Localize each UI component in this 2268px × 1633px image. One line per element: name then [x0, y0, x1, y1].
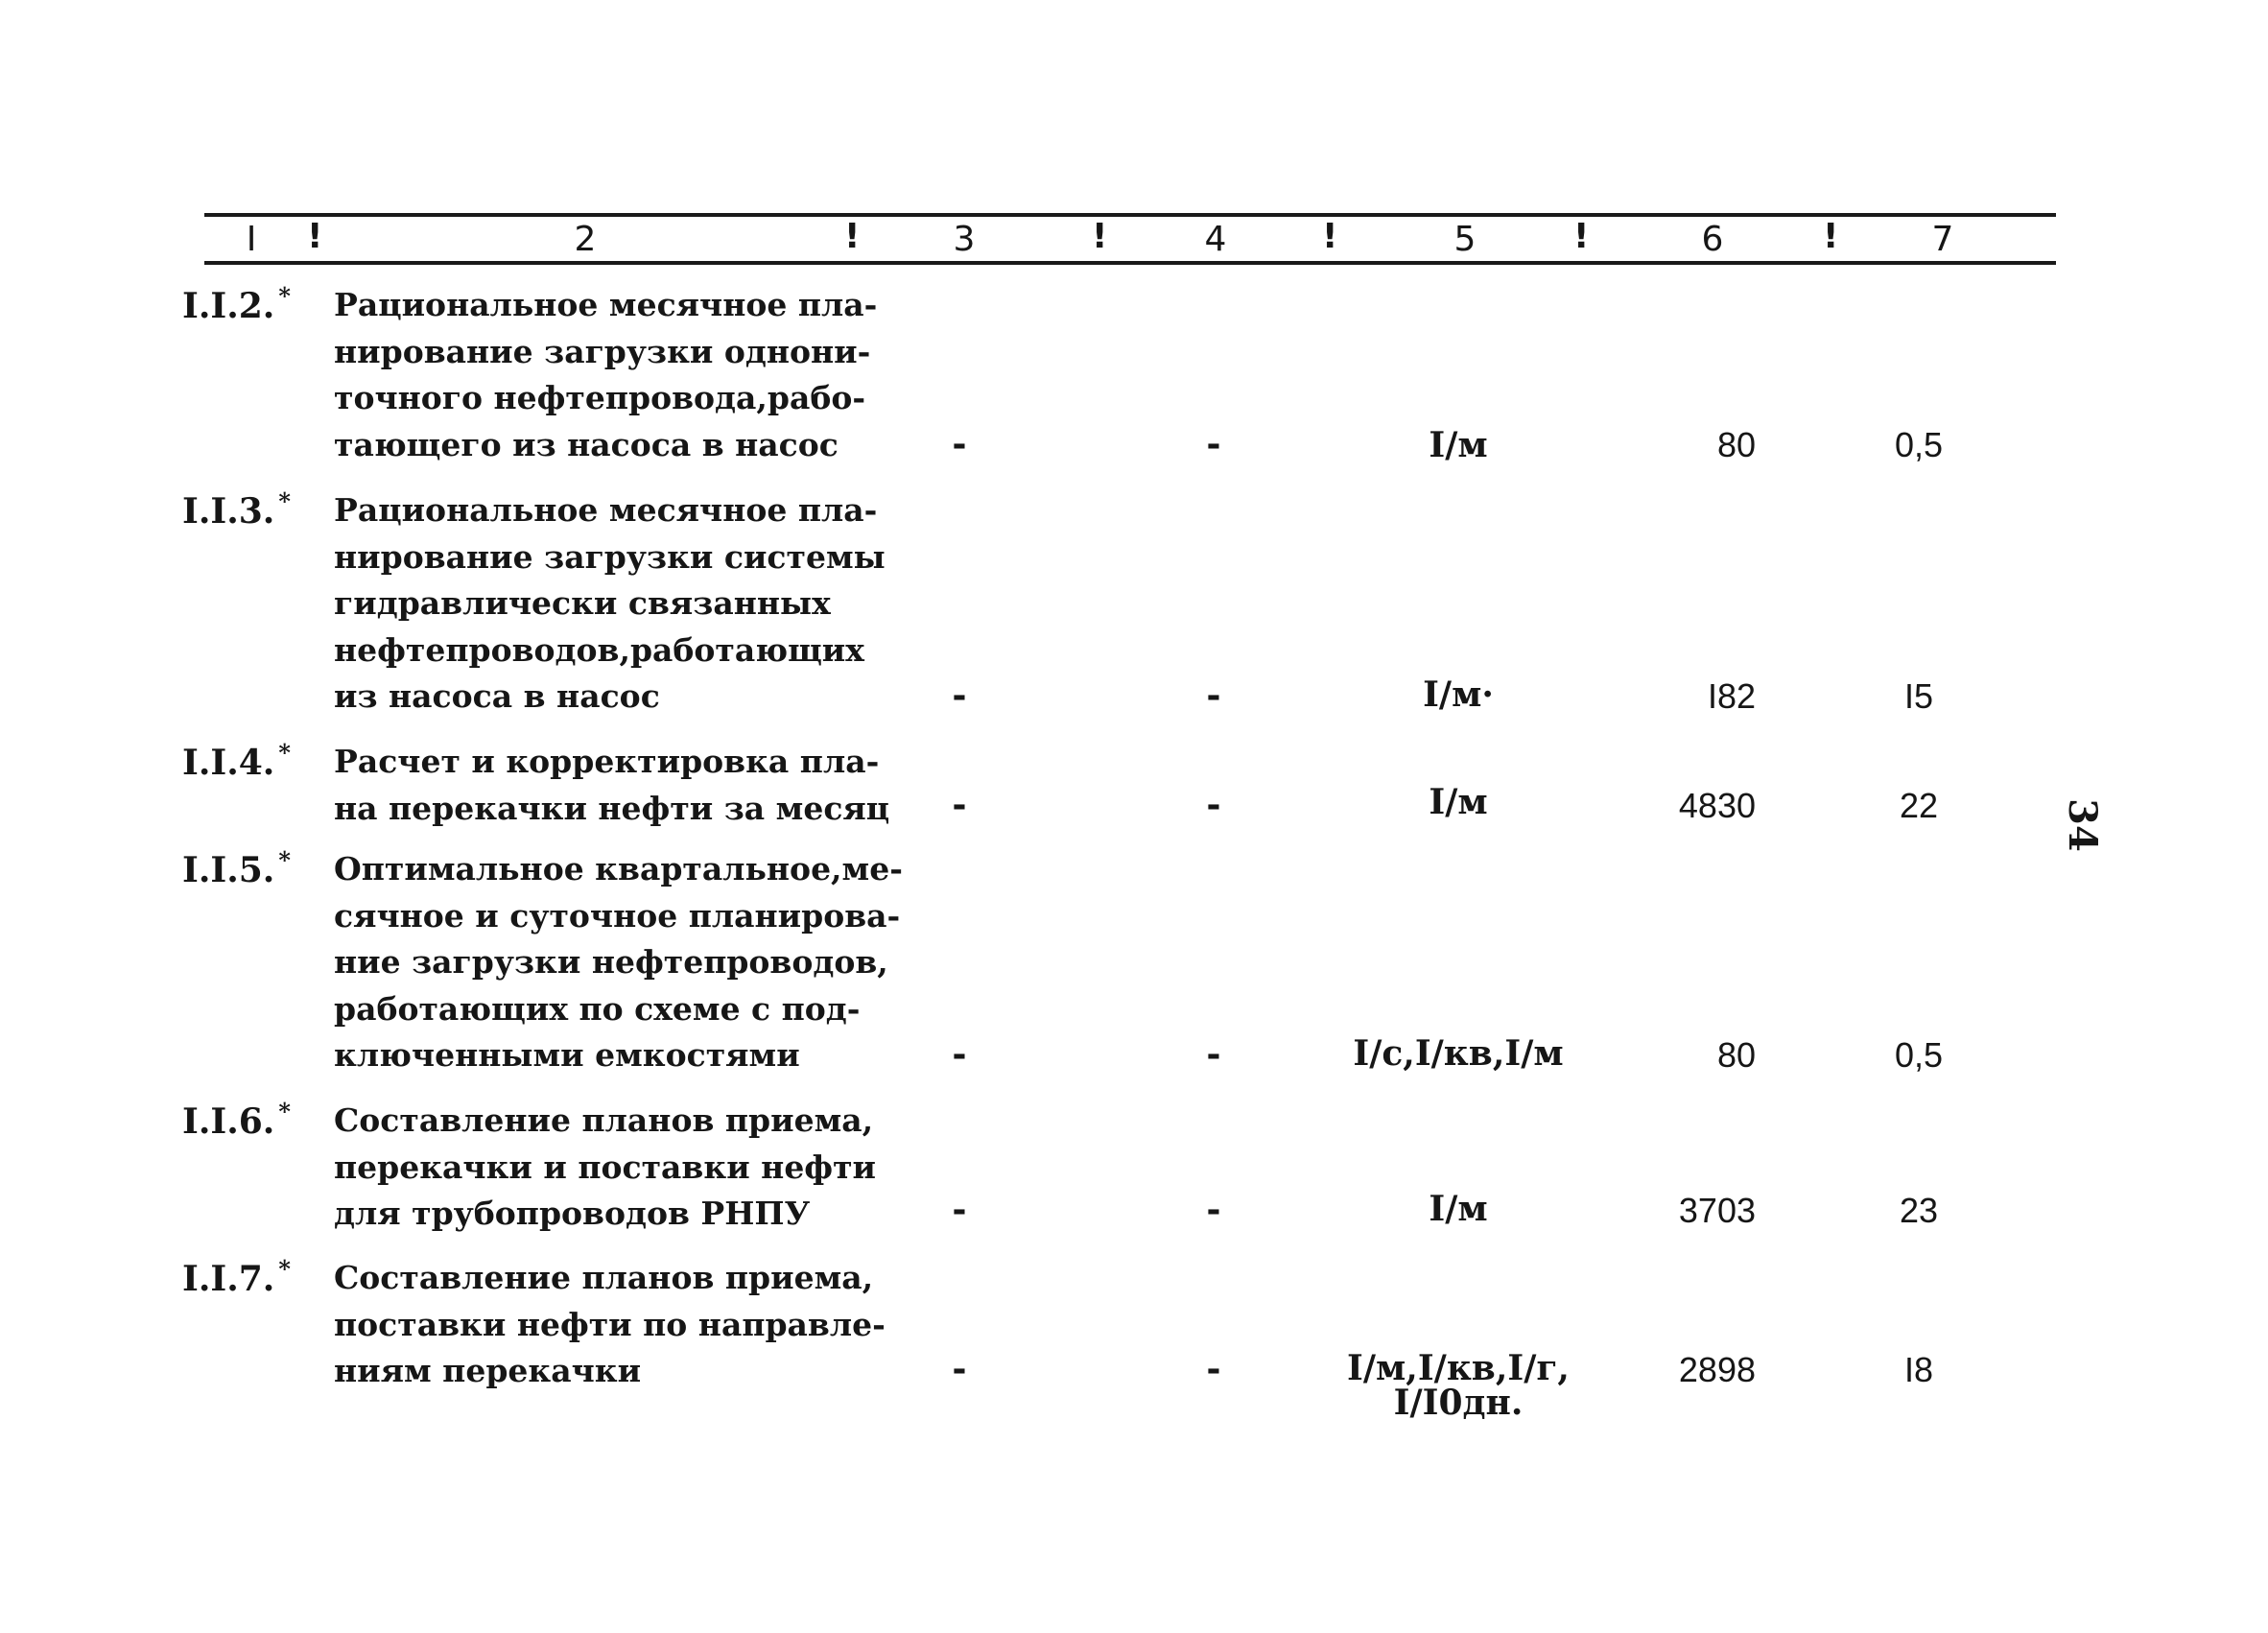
cell-col-6: I82 [1707, 676, 1756, 716]
row-number [182, 739, 326, 783]
cell-col-5: I/м [1429, 782, 1488, 822]
row-number-text: I.I.7. [182, 1259, 275, 1299]
row-number [182, 1255, 326, 1299]
row-number-text: I.I.4. [182, 743, 275, 783]
cell-col-3: - [949, 1191, 970, 1230]
row-title: Расчет и корректировка пла- на перекачки нефти за месяц [334, 743, 890, 827]
header-separator: ! [307, 217, 323, 256]
cell-col-3: - [949, 1350, 970, 1389]
header-separator: ! [1823, 217, 1839, 256]
row-number-text: I.I.3. [182, 491, 275, 532]
row-mark: * [278, 739, 291, 767]
row-mark: * [278, 1255, 291, 1283]
row-number [182, 487, 326, 532]
header-col-5: 5 [1453, 220, 1477, 259]
header-separator: ! [844, 217, 861, 256]
header-col-3: 3 [953, 220, 976, 259]
cell-col-3: - [949, 676, 970, 716]
header-separator: ! [1322, 217, 1338, 256]
row-number-text: I.I.5. [182, 850, 275, 890]
row-number-text: I.I.2. [182, 286, 275, 326]
cell-col-7: 23 [1899, 1191, 1939, 1230]
cell-col-6: 80 [1716, 1035, 1756, 1075]
row-title: Оптимальное квартальное,ме- сячное и суточное планирова- ние загрузки нефтепроводов, работающих по схеме с под- ключенными емкостями [334, 850, 903, 1074]
cell-col-3: - [949, 1035, 970, 1075]
cell-col-5: I/с,I/кв,I/м [1353, 1033, 1564, 1074]
cell-col-6: 4830 [1678, 786, 1756, 825]
row-title: Составление планов приема, поставки нефти по направле- ниям перекачки [334, 1259, 886, 1389]
row-number [182, 1098, 326, 1142]
cell-col-4: - [1203, 1350, 1224, 1389]
table-header-rule [204, 261, 2056, 265]
header-separator: ! [1573, 217, 1590, 256]
header-col-4: 4 [1204, 220, 1227, 259]
cell-col-3: - [949, 425, 970, 464]
header-col-7: 7 [1931, 220, 1954, 259]
header-separator: ! [1092, 217, 1108, 256]
row-mark: * [278, 1098, 291, 1125]
row-title: Рациональное месячное пла- нирование загрузки системы гидравлически связанных нефтепроводов,работающих из насоса в насос [334, 491, 886, 715]
cell-col-4: - [1203, 786, 1224, 825]
table-top-rule [204, 213, 2056, 217]
page-number: 34 [2060, 798, 2105, 852]
cell-col-5: I/м [1429, 425, 1488, 465]
cell-col-4: - [1203, 1035, 1224, 1075]
row-mark: * [278, 282, 291, 310]
row-number-text: I.I.6. [182, 1101, 275, 1142]
header-col-1: I [246, 220, 257, 259]
row-mark: * [278, 487, 291, 515]
cell-col-6: 2898 [1678, 1350, 1756, 1389]
cell-col-7: I5 [1903, 676, 1934, 716]
row-number [182, 846, 326, 890]
header-col-6: 6 [1701, 220, 1724, 259]
cell-col-7: 22 [1899, 786, 1939, 825]
cell-col-4: - [1203, 425, 1224, 464]
row-number [182, 282, 326, 326]
cell-col-4: - [1203, 1191, 1224, 1230]
row-title: Рациональное месячное пла- нирование загрузки однони- точного нефтепровода,рабо- тающего из насоса в насос [334, 286, 878, 463]
cell-col-4: - [1203, 676, 1224, 716]
cell-col-3: - [949, 786, 970, 825]
cell-col-7: 0,5 [1894, 1035, 1944, 1075]
cell-col-5: I/м [1429, 1189, 1488, 1229]
cell-col-7: 0,5 [1894, 425, 1944, 464]
row-mark: * [278, 846, 291, 874]
cell-col-5: I/м,I/кв,I/г, I/I0дн. [1347, 1348, 1570, 1423]
row-title: Составление планов приема, перекачки и поставки нефти для трубопроводов РНПУ [334, 1101, 876, 1232]
header-col-2: 2 [574, 220, 597, 259]
cell-col-6: 80 [1716, 425, 1756, 464]
cell-col-7: I8 [1903, 1350, 1934, 1389]
cell-col-6: 3703 [1678, 1191, 1756, 1230]
cell-col-5: I/м· [1423, 674, 1494, 715]
